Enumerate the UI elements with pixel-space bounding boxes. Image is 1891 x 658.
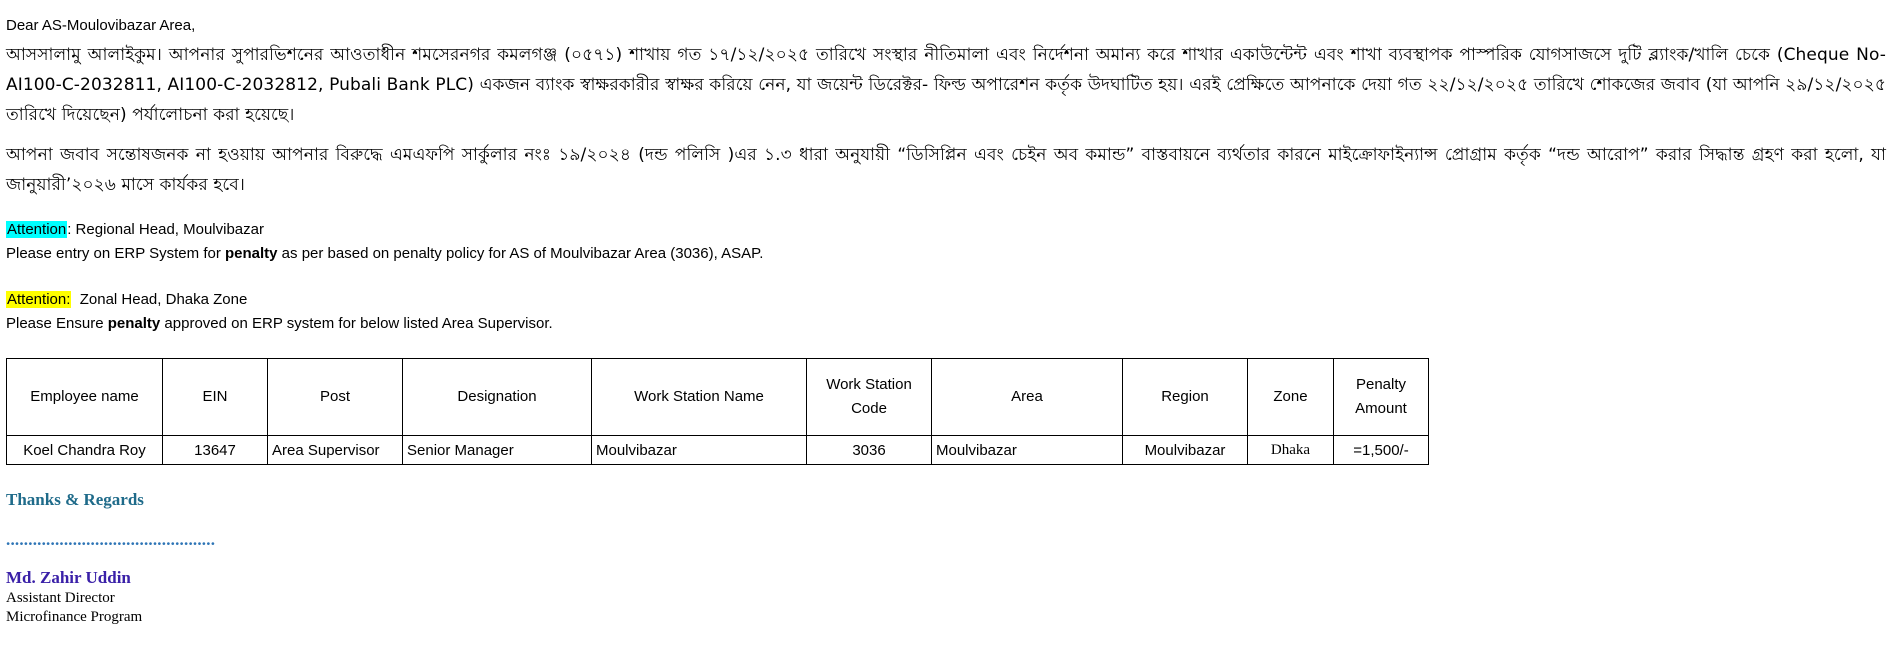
table-header-row xyxy=(7,359,1429,436)
cell-workstation-name: Moulvibazar xyxy=(592,436,807,465)
attention-regional-instruction xyxy=(6,242,1886,266)
attention-zonal-instruction xyxy=(6,312,1886,336)
instruction-suffix: approved on ERP system for below listed Area Supervisor. xyxy=(160,315,553,332)
cell-employee-name: Koel Chandra Roy xyxy=(7,436,163,465)
instruction-prefix: Please entry on ERP System for xyxy=(6,245,225,262)
attention-zonal-line xyxy=(6,288,1886,312)
cell-region: Moulvibazar xyxy=(1123,436,1248,465)
header-zone: Zone xyxy=(1248,359,1334,436)
header-ein: EIN xyxy=(163,359,268,436)
bengali-paragraph-2: আপনা জবাব সন্তোষজনক না হওয়ায় আপনার বিরুদ্ধে এমএফপি সার্কুলার নংঃ ১৯/২০২৪ (দন্ড পলিসি )এর ১.৩ ধারা অনুযায়ী “ডিসিপ্লিন এবং চেইন অব কমান্ড” বাস্তবায়নে ব্যর্থতার কারনে মাইক্রোফাইন্যান্স প্রোগ্রাম কর্তৃক “দন্ড আরোপ” করার সিদ্ধান্ত গ্রহণ করা হলো, যা জানুয়ারী’২০২৬ মাসে কার্যকর হবে। xyxy=(6,145,1886,195)
bengali-paragraph-1: আসসালামু আলাইকুম। আপনার সুপারভিশনের আওতাধীন শমসেরনগর কমলগঞ্জ (০৫৭১) শাখায় গত ১৭/১২/২০২৫ তারিখে সংস্থার নীতিমালা এবং নির্দেশনা অমান্য করে শাখার একাউন্টেন্ট এবং শাখা ব্যবস্থাপক পাস্পরিক যোগসাজসে দুটি ব্ল্যাংক/খালি চেকে (Cheque No-AI100-C-2032811, AI100-C-2032812, Pubali Bank PLC) একজন ব্যাংক স্বাক্ষরকারীর স্বাক্ষর করিয়ে নেন, যা জয়েন্ট ডিরেক্টর- ফিল্ড অপারেশন কর্তৃক উদঘাটিত হয়। এরই প্রেক্ষিতে আপনাকে দেয়া গত ২২/১২/২০২৫ তারিখে শোকজের জবাব (যা আপনি ২৯/১২/২০২৫ তারিখে দিয়েছেন) পর্যালোচনা করা হয়েছে। xyxy=(6,45,1886,125)
attention-zonal-label: Attention: xyxy=(7,291,71,308)
header-employee-name: Employee name xyxy=(7,359,163,436)
cell-designation: Senior Manager xyxy=(403,436,592,465)
attention-regional-recipient: : Regional Head, Moulvibazar xyxy=(67,221,264,238)
cell-penalty-amount: =1,500/- xyxy=(1334,436,1429,465)
penalty-table xyxy=(6,358,1429,465)
header-region: Region xyxy=(1123,359,1248,436)
header-post: Post xyxy=(268,359,403,436)
instruction-prefix: Please Ensure xyxy=(6,315,108,332)
cell-workstation-code: 3036 xyxy=(807,436,932,465)
header-workstation-code: Work Station Code xyxy=(807,359,932,436)
attention-regional-label: Attention xyxy=(7,221,67,238)
signature-title: Assistant Director xyxy=(6,590,115,606)
instruction-bold: penalty xyxy=(225,245,278,262)
signature-program: Microfinance Program xyxy=(6,609,143,625)
attention-regional-line xyxy=(6,218,1886,242)
header-area: Area xyxy=(932,359,1123,436)
cell-area: Moulvibazar xyxy=(932,436,1123,465)
email-body xyxy=(6,16,1886,627)
signature-dotted-line: ............................................... xyxy=(6,530,216,549)
header-designation: Designation xyxy=(403,359,592,436)
instruction-bold: penalty xyxy=(107,315,161,332)
signature-name: Md. Zahir Uddin xyxy=(6,568,131,587)
attention-zonal-block xyxy=(6,288,1886,336)
attention-zonal-recipient: Zonal Head, Dhaka Zone xyxy=(71,291,248,308)
cell-ein: 13647 xyxy=(163,436,268,465)
greeting: Dear AS-Moulovibazar Area, xyxy=(6,17,196,34)
header-workstation-name: Work Station Name xyxy=(592,359,807,436)
header-penalty-amount: Penalty Amount xyxy=(1334,359,1429,436)
table-row xyxy=(7,436,1429,465)
cell-post: Area Supervisor xyxy=(268,436,403,465)
attention-regional-block xyxy=(6,218,1886,266)
thanks-regards: Thanks & Regards xyxy=(6,490,144,509)
instruction-suffix: as per based on penalty policy for AS of Moulvibazar Area (3036), ASAP. xyxy=(277,245,764,262)
cell-zone: Dhaka xyxy=(1248,436,1334,465)
